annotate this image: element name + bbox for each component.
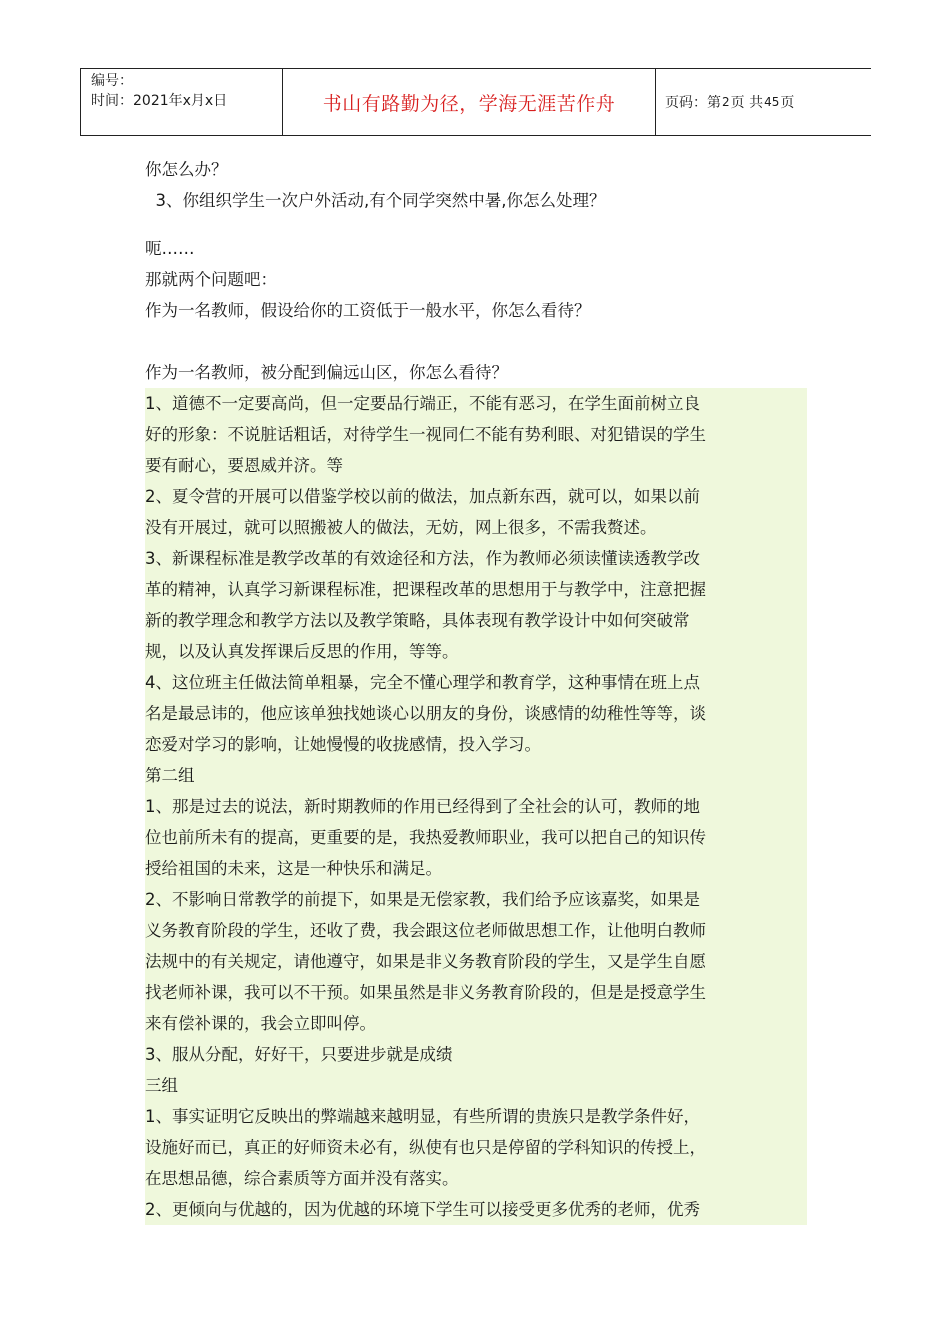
answer-line: 新的教学理念和教学方法以及教学策略，具体表现有教学设计中如何突破常	[145, 605, 807, 636]
question-line: 呃……	[145, 239, 195, 258]
page-number-cell	[656, 69, 871, 135]
answer-line: 位也前所未有的提高，更重要的是，我热爱教师职业，我可以把自己的知识传	[145, 822, 807, 853]
question-line	[145, 326, 807, 357]
motto-cell	[283, 69, 656, 135]
page-prefix: 页码：第	[665, 95, 721, 111]
answer-line: 找老师补课，我可以不干预。如果虽然是非义务教育阶段的，但是是授意学生	[145, 977, 807, 1008]
answer-line: 恋爱对学习的影响，让她慢慢的收拢感情，投入学习。	[145, 729, 807, 760]
answer-line: 没有开展过，就可以照搬被人的做法，无妨，网上很多，不需我赘述。	[145, 512, 807, 543]
answer-line: 3、服从分配，好好干，只要进步就是成绩	[145, 1039, 807, 1070]
answer-line: 授给祖国的未来，这是一种快乐和满足。	[145, 853, 807, 884]
answer-line: 2、更倾向与优越的，因为优越的环境下学生可以接受更多优秀的老师，优秀	[145, 1194, 807, 1225]
question-line: 作为一名教师，被分配到偏远山区，你怎么看待？	[145, 363, 508, 382]
document-body	[145, 154, 807, 1225]
answer-line: 1、那是过去的说法，新时期教师的作用已经得到了全社会的认可，教师的地	[145, 791, 807, 822]
answer-line: 名是最忌讳的，他应该单独找她谈心以朋友的身份，谈感情的幼稚性等等，谈	[145, 698, 807, 729]
answer-line: 义务教育阶段的学生，还收了费，我会跟这位老师做思想工作，让他明白教师	[145, 915, 807, 946]
answer-line: 法规中的有关规定，请他遵守，如果是非义务教育阶段的学生，又是学生自愿	[145, 946, 807, 977]
answer-line: 革的精神，认真学习新课程标准，把课程改革的思想用于与教学中，注意把握	[145, 574, 807, 605]
question-line: 作为一名教师，假设给你的工资低于一般水平，你怎么看待？	[145, 301, 591, 320]
answer-line: 在思想品德，综合素质等方面并没有落实。	[145, 1163, 807, 1194]
answer-line: 2、不影响日常教学的前提下，如果是无偿家教，我们给予应该嘉奖，如果是	[145, 884, 807, 915]
answer-line: 好的形象：不说脏话粗话，对待学生一视同仁不能有势利眼、对犯错误的学生	[145, 419, 807, 450]
page-total: 45	[764, 95, 780, 109]
question-line: 那就两个问题吧：	[145, 270, 277, 289]
answer-line: 2、夏令营的开展可以借鉴学校以前的做法，加点新东西，就可以，如果以前	[145, 481, 807, 512]
answer-line: 设施好而已，真正的好师资未必有，纵使有也只是停留的学科知识的传授上，	[145, 1132, 807, 1163]
intro-line: 3、你组织学生一次户外活动,有个同学突然中暑,你怎么处理？	[145, 191, 606, 210]
answer-line: 1、道德不一定要高尚，但一定要品行端正，不能有恶习，在学生面前树立良	[145, 388, 807, 419]
answer-line: 3、新课程标准是教学改革的有效途径和方法，作为教师必须读懂读透教学改	[145, 543, 807, 574]
answer-line: 要有耐心，要恩威并济。等	[145, 450, 807, 481]
header-meta-cell	[81, 69, 283, 135]
answer-line: 规，以及认真发挥课后反思的作用，等等。	[145, 636, 807, 667]
motto-text: 书山有路勤为径，学海无涯苦作舟	[322, 92, 616, 115]
serial-label: 编号：	[91, 73, 133, 89]
page-suffix: 页	[780, 95, 795, 111]
answer-line: 4、这位班主任做法简单粗暴，完全不懂心理学和教育学，这种事情在班上点	[145, 667, 807, 698]
answer-line: 1、事实证明它反映出的弊端越来越明显，有些所谓的贵族只是教学条件好，	[145, 1101, 807, 1132]
answer-line: 来有偿补课的，我会立即叫停。	[145, 1008, 807, 1039]
spacer	[145, 216, 807, 233]
page-mid: 页 共	[730, 95, 764, 111]
date-label: 时间：2021年x月x日	[91, 93, 228, 109]
intro-line: 你怎么办？	[145, 160, 228, 179]
page-current: 2	[722, 95, 730, 109]
page-header-table	[80, 68, 871, 136]
section-heading: 第二组	[145, 760, 807, 791]
section-heading: 三组	[145, 1070, 807, 1101]
